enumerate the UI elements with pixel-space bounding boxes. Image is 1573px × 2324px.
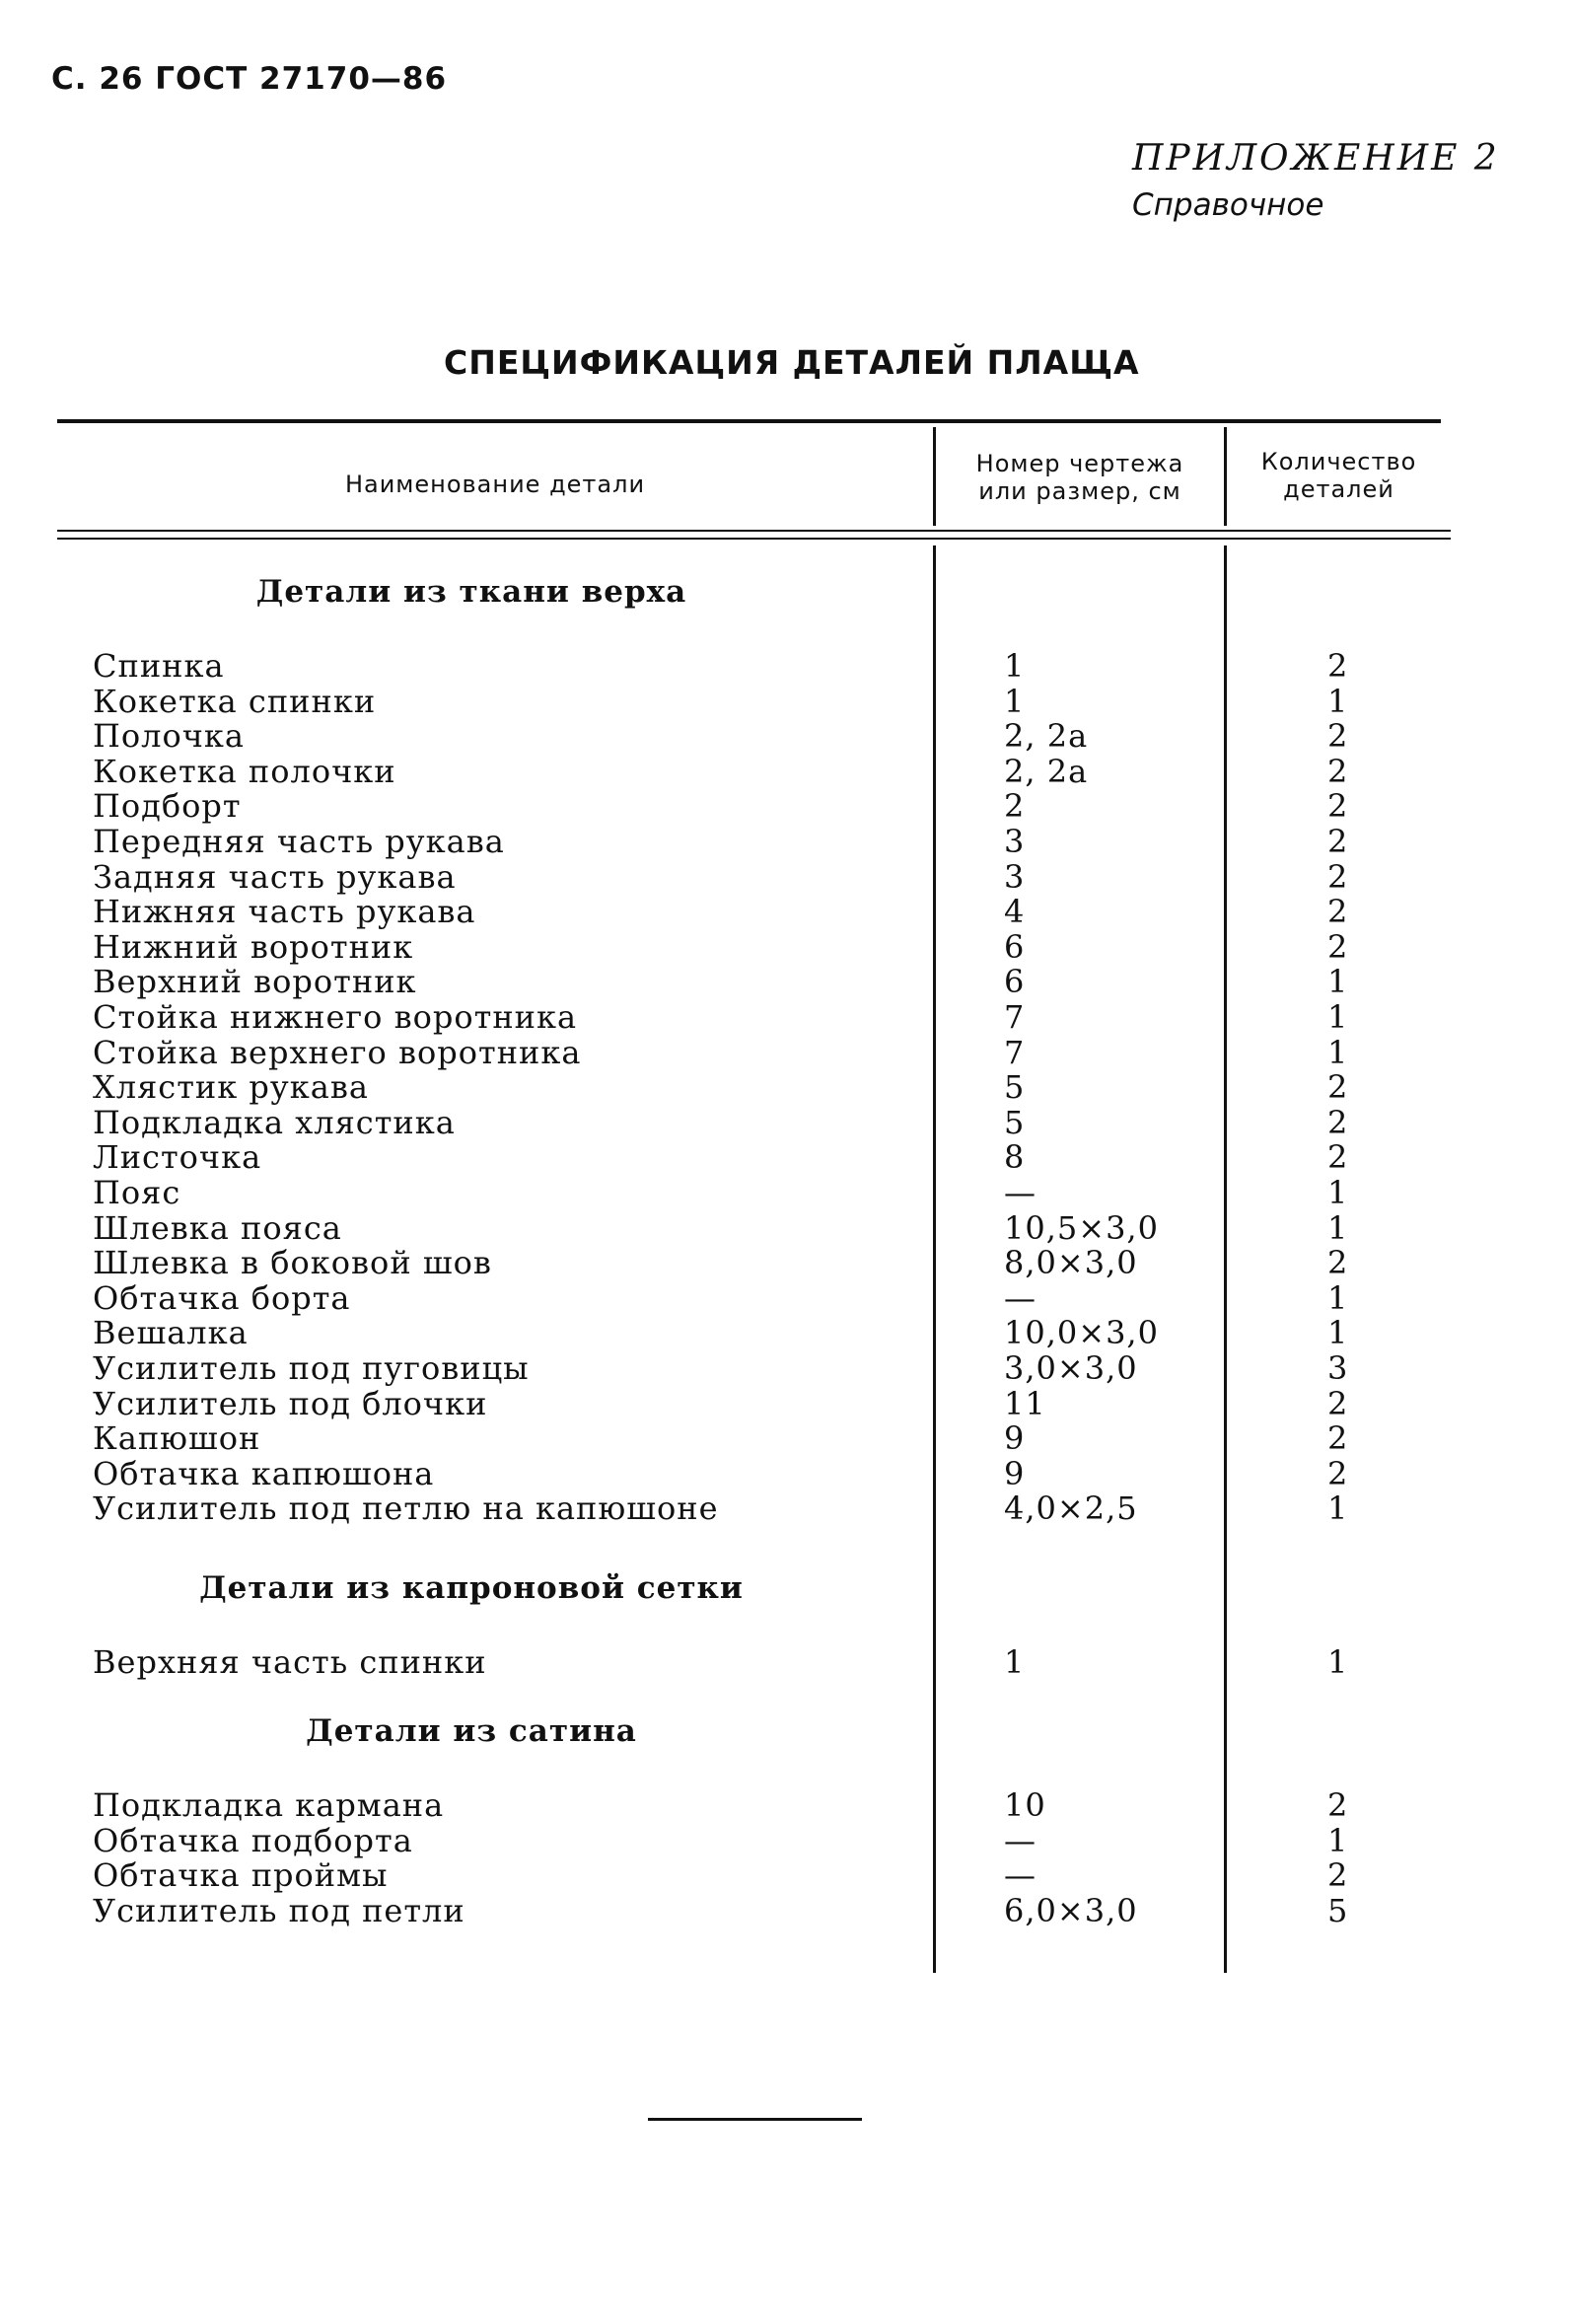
document-title: СПЕЦИФИКАЦИЯ ДЕТАЛЕЙ ПЛАЩА [444,343,1140,382]
detail-name: Обтачка проймы [93,1856,389,1895]
detail-name: Обтачка капюшона [93,1454,435,1492]
table-row [0,1823,1573,1858]
detail-name: Листочка [93,1138,262,1177]
detail-quantity: 2 [1327,927,1348,966]
drawing-number: 5 [1004,1103,1026,1141]
table-row [0,1350,1573,1386]
table-row [0,1105,1573,1140]
table-row [0,1035,1573,1070]
drawing-number: 10,0×3,0 [1004,1314,1159,1352]
drawing-number: 10,5×3,0 [1004,1208,1159,1247]
detail-quantity: 2 [1327,857,1348,896]
column-header-qty-line2: деталей [1283,475,1394,503]
detail-name: Капюшон [93,1419,261,1458]
detail-name: Усилитель под пуговицы [93,1349,530,1387]
detail-quantity: 2 [1327,1068,1348,1107]
detail-name: Подкладка кармана [93,1786,445,1824]
detail-quantity: 2 [1327,893,1348,931]
drawing-number: 10 [1004,1786,1046,1824]
header-bottom-rule [57,530,1451,532]
table-row [0,788,1573,824]
table-row [0,859,1573,895]
detail-name: Задняя часть рукава [93,857,457,896]
page-header: С. 26 ГОСТ 27170—86 [51,61,448,97]
table-row [0,1139,1573,1175]
detail-quantity: 1 [1327,1208,1348,1247]
detail-quantity: 5 [1327,1891,1348,1929]
drawing-number: 7 [1004,998,1026,1036]
detail-quantity: 2 [1327,1138,1348,1177]
detail-quantity: 2 [1327,1384,1348,1422]
table-row [0,1280,1573,1316]
header-bottom-rule-double [57,538,1451,540]
detail-name: Верхняя часть спинки [93,1643,487,1681]
table-row [0,929,1573,965]
drawing-number: 8,0×3,0 [1004,1244,1138,1282]
detail-quantity: 2 [1327,1419,1348,1458]
detail-name: Полочка [93,717,245,756]
column-header-name: Наименование детали [344,471,646,498]
table-row [0,718,1573,754]
detail-quantity: 1 [1327,1278,1348,1317]
detail-quantity: 2 [1327,1786,1348,1824]
detail-name: Передняя часть рукава [93,823,505,860]
appendix-subtitle: Справочное [1132,187,1324,223]
detail-quantity: 1 [1327,1033,1348,1071]
drawing-number: 3,0×3,0 [1004,1349,1138,1387]
detail-quantity: 1 [1327,1821,1348,1859]
table-row [0,1456,1573,1491]
drawing-number: 1 [1004,682,1026,720]
drawing-number: 3 [1004,857,1026,896]
table-row [0,1644,1573,1680]
section-title: Детали из капроновой сетки [199,1570,744,1606]
detail-name: Стойка нижнего воротника [93,998,578,1036]
detail-quantity: 2 [1327,1856,1348,1895]
detail-quantity: 2 [1327,1103,1348,1141]
column-header-qty-line1: Количество [1260,448,1417,475]
drawing-number: 4,0×2,5 [1004,1489,1138,1528]
table-row [0,1893,1573,1928]
table-row [0,648,1573,684]
drawing-number: 6 [1004,963,1026,1001]
detail-quantity: 1 [1327,1174,1348,1211]
detail-quantity: 1 [1327,963,1348,1001]
detail-quantity: 2 [1327,1454,1348,1492]
drawing-number: 2, 2а [1004,752,1089,790]
table-row [0,754,1573,789]
detail-name: Шлевка пояса [93,1208,342,1247]
table-row [0,894,1573,929]
drawing-number: 1 [1004,1643,1026,1681]
drawing-number: — [1004,1278,1037,1317]
table-row [0,1490,1573,1526]
drawing-number: 2 [1004,787,1026,826]
header-divider-1 [933,427,936,526]
table-row [0,1420,1573,1456]
table-row [0,1787,1573,1823]
drawing-number: 9 [1004,1419,1026,1458]
table-row [0,1386,1573,1421]
detail-quantity: 1 [1327,1643,1348,1681]
detail-name: Стойка верхнего воротника [93,1033,582,1071]
detail-name: Кокетка спинки [93,682,377,720]
detail-quantity: 2 [1327,647,1348,685]
table-row [0,684,1573,719]
detail-name: Нижняя часть рукава [93,893,476,931]
detail-name: Обтачка борта [93,1278,351,1317]
detail-quantity: 2 [1327,1244,1348,1282]
detail-name: Усилитель под блочки [93,1384,488,1422]
detail-name: Шлевка в боковой шов [93,1244,492,1282]
column-header-number-line2: или размер, см [978,477,1181,505]
detail-name: Спинка [93,647,225,685]
header-divider-2 [1224,427,1227,526]
detail-quantity: 2 [1327,787,1348,826]
drawing-number: 3 [1004,823,1026,860]
column-header-number-line1: Номер чертежа [975,450,1184,477]
detail-name: Нижний воротник [93,927,414,966]
drawing-number: — [1004,1856,1037,1895]
detail-quantity: 2 [1327,752,1348,790]
section-title: Детали из сатина [306,1713,637,1749]
table-row [0,999,1573,1035]
table-row [0,1245,1573,1280]
detail-name: Верхний воротник [93,963,417,1001]
footer-rule [648,2118,862,2121]
drawing-number: 1 [1004,647,1026,685]
drawing-number: 8 [1004,1138,1026,1177]
table-row [0,824,1573,859]
detail-quantity: 1 [1327,1489,1348,1528]
table-row [0,1069,1573,1105]
drawing-number: — [1004,1821,1037,1859]
drawing-number: 6 [1004,927,1026,966]
table-row [0,964,1573,999]
detail-name: Усилитель под петлю на капюшоне [93,1489,719,1528]
detail-name: Кокетка полочки [93,752,396,790]
drawing-number: 11 [1004,1384,1046,1422]
detail-quantity: 1 [1327,682,1348,720]
detail-name: Обтачка подборта [93,1821,413,1859]
drawing-number: 4 [1004,893,1026,931]
detail-name: Подборт [93,787,242,826]
table-row [0,1210,1573,1246]
table-row [0,1175,1573,1210]
section-title: Детали из ткани верха [255,574,687,610]
detail-name: Хлястик рукава [93,1068,369,1107]
detail-name: Подкладка хлястика [93,1103,456,1141]
detail-name: Пояс [93,1174,181,1211]
table-top-rule [57,419,1441,423]
drawing-number: 9 [1004,1454,1026,1492]
detail-quantity: 2 [1327,717,1348,756]
detail-name: Усилитель под петли [93,1891,465,1929]
table-row [0,1857,1573,1893]
drawing-number: 5 [1004,1068,1026,1107]
table-row [0,1315,1573,1350]
detail-quantity: 2 [1327,823,1348,860]
detail-quantity: 1 [1327,1314,1348,1352]
appendix-title: ПРИЛОЖЕНИЕ 2 [1132,138,1500,179]
drawing-number: 2, 2а [1004,717,1089,756]
drawing-number: 6,0×3,0 [1004,1891,1138,1929]
detail-name: Вешалка [93,1314,249,1352]
drawing-number: — [1004,1174,1037,1211]
detail-quantity: 1 [1327,998,1348,1036]
detail-quantity: 3 [1327,1349,1348,1387]
drawing-number: 7 [1004,1033,1026,1071]
